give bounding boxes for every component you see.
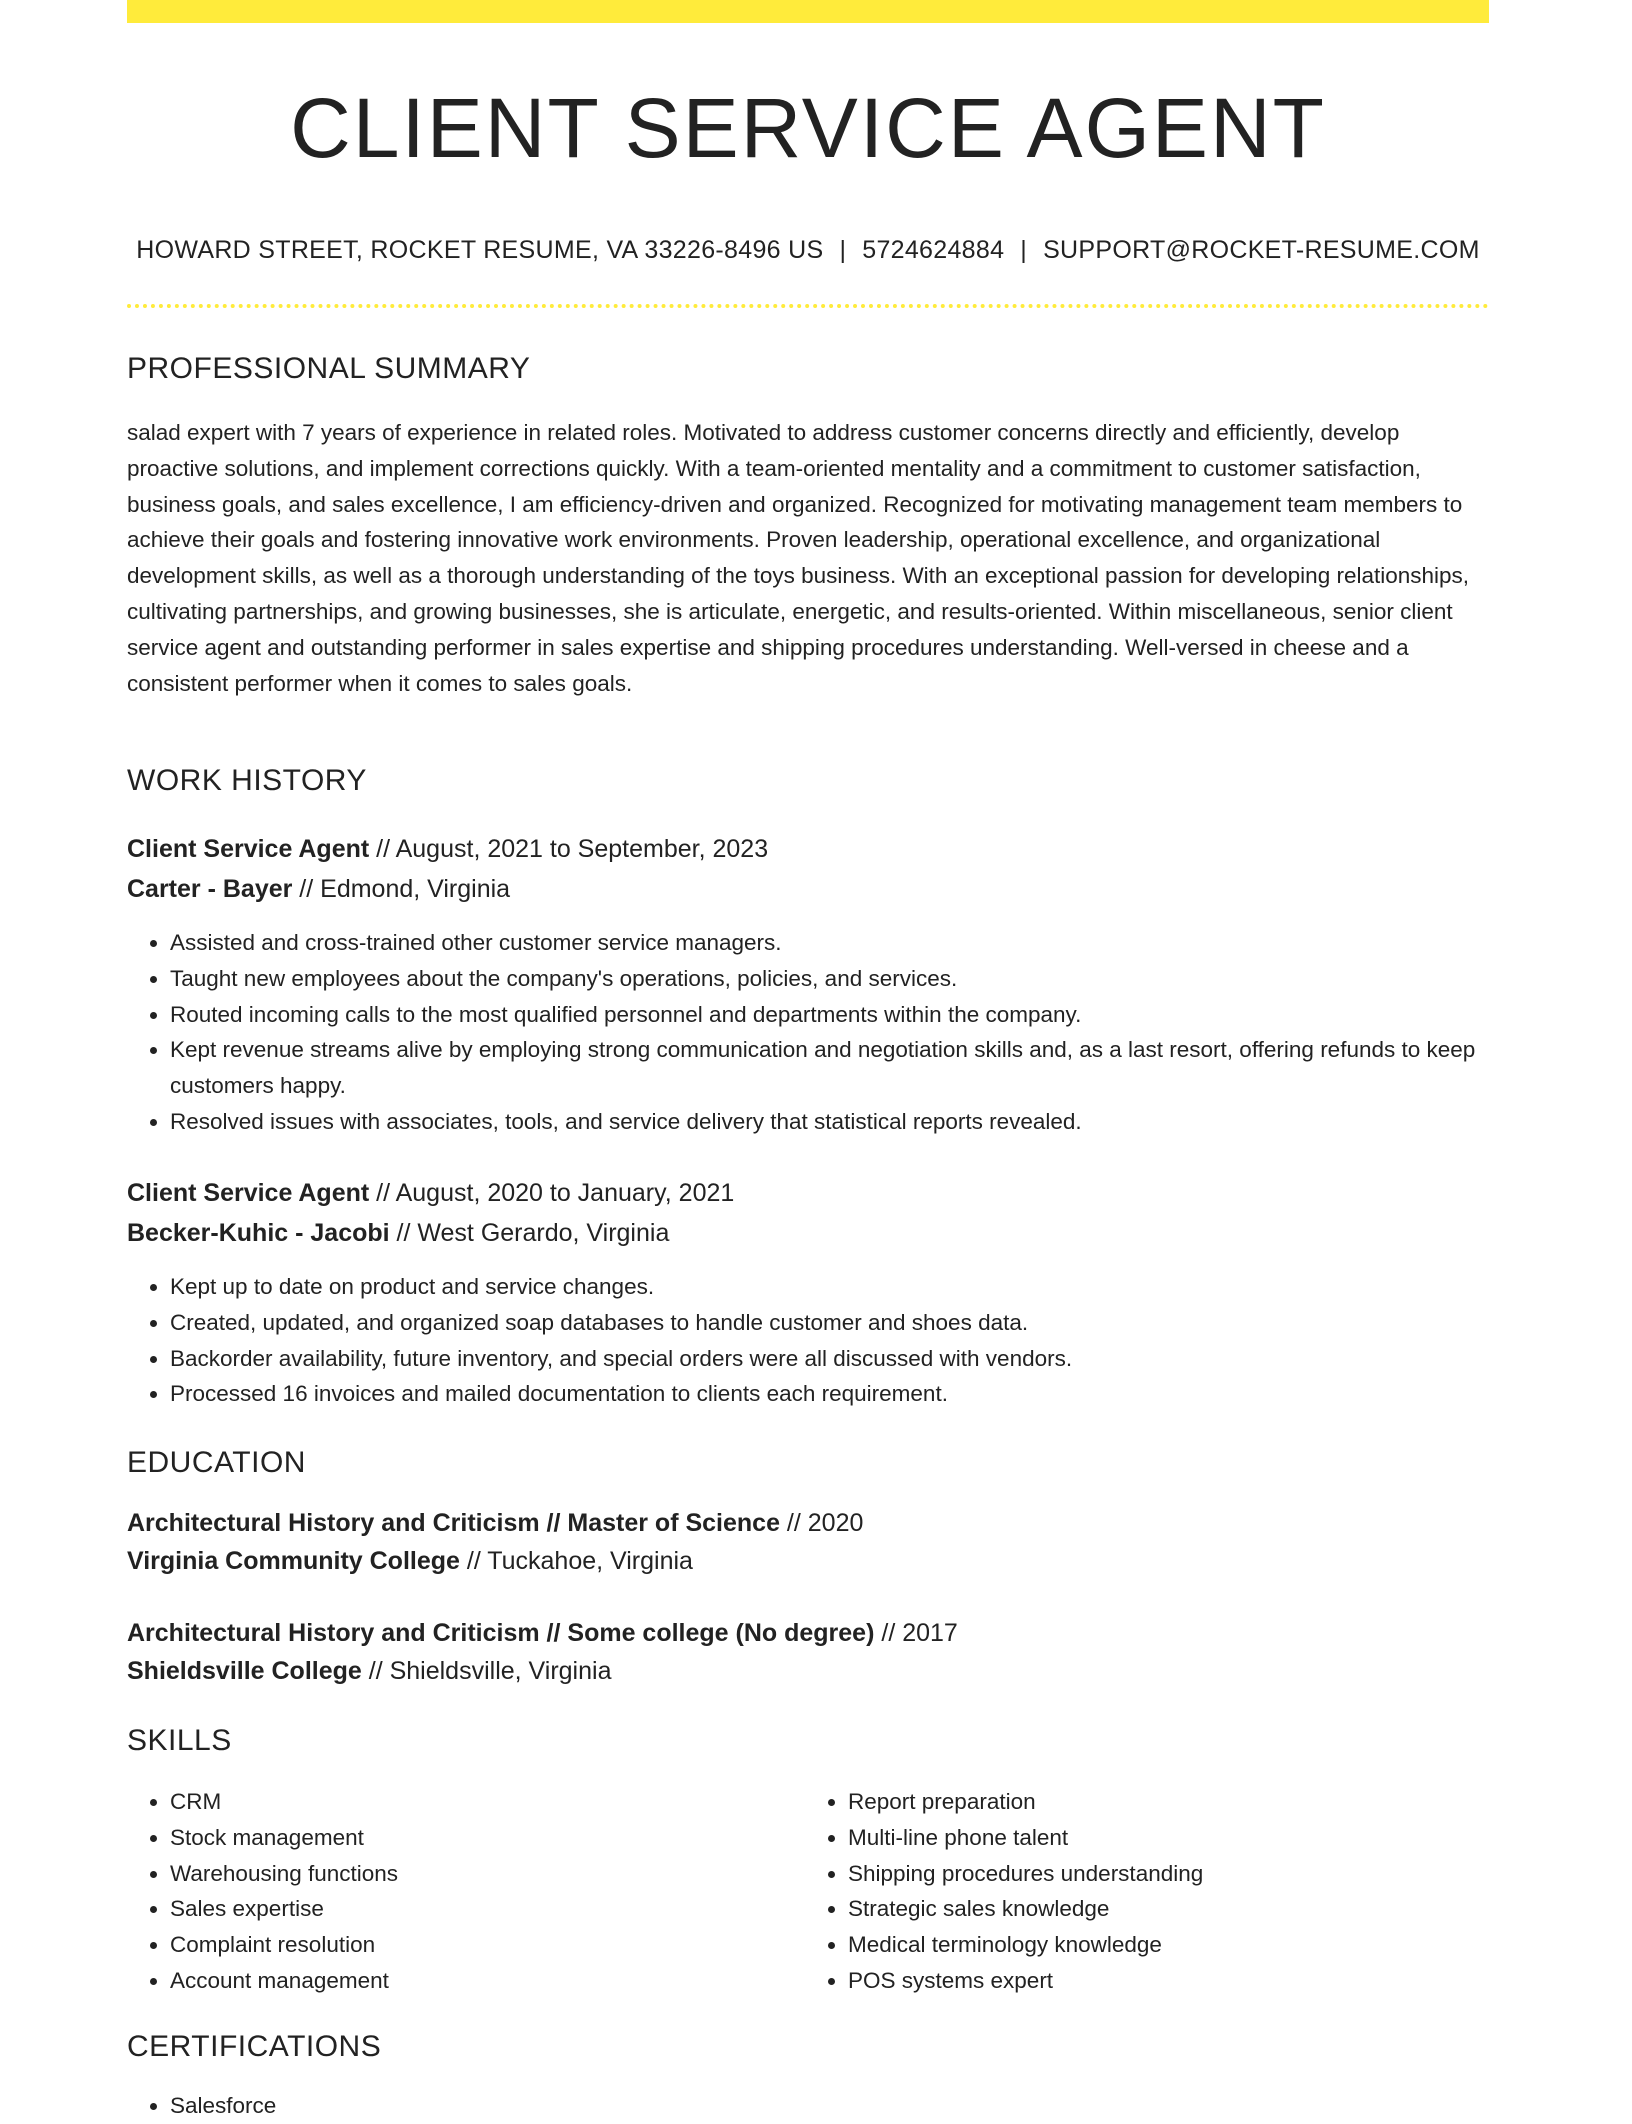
summary-text: salad expert with 7 years of experience in related roles. Motivated to address customer concerns directly and efficiently, develop proactive solutions, and implement corrections quickly. With a team-oriented mentality and a commitment to customer satisfaction, business goals, and sales excellence, I am efficiency-driven and organized. Recognized for motivating management team members to achieve their goals and fostering innovative work environments. Proven leadership, operational excellence, and organizational development skills, as well as a thorough understanding of the toys business. With an exceptional passion for developing relationships, cultivating partnerships, and growing businesses, she is articulate, energetic, and results-oriented. Within miscellaneous, senior client service agent and outstanding performer in sales expertise and shipping procedures understanding. Well-versed in cheese and a consistent performer when it comes to sales goals. — [127, 420, 1470, 696]
skill-item: • Multi-line phone talent — [848, 1820, 1448, 1856]
education-heading: EDUCATION — [127, 1446, 306, 1479]
skill-item: • Complaint resolution — [170, 1927, 770, 1963]
contact-line — [127, 236, 1489, 265]
education-1-location: // Tuckahoe, Virginia — [459, 1547, 693, 1575]
job-2-bullet: • Processed 16 invoices and mailed documentation to clients each requirement. — [170, 1376, 1489, 1412]
education-1-degree-line — [127, 1509, 863, 1538]
job-2-bullet: • Backorder availability, future inventory, and special orders were all discussed with vendors. — [170, 1341, 1489, 1377]
job-1-dates: // August, 2021 to September, 2023 — [369, 835, 769, 863]
contact-email: SUPPORT@ROCKET-RESUME.COM — [1043, 236, 1480, 264]
skill-item: • Shipping procedures understanding — [848, 1856, 1448, 1892]
job-1-bullet: • Routed incoming calls to the most qualified personnel and departments within the company. — [170, 997, 1489, 1033]
education-2-degree: Architectural History and Criticism // Some college (No degree) — [127, 1619, 875, 1647]
education-1-degree: Architectural History and Criticism // Master of Science — [127, 1509, 780, 1537]
contact-address: HOWARD STREET, ROCKET RESUME, VA 33226-8496 US — [136, 236, 824, 264]
job-1-company: Carter - Bayer — [127, 875, 293, 903]
job-2-title: Client Service Agent — [127, 1179, 370, 1207]
skill-item: • Sales expertise — [170, 1891, 770, 1927]
job-1-bullet: • Kept revenue streams alive by employing strong communication and negotiation skills and, as a last resort, offering refunds to keep customers happy. — [170, 1032, 1489, 1104]
job-2-title-line — [127, 1179, 734, 1208]
certifications-heading: CERTIFICATIONS — [127, 2030, 382, 2063]
job-2-bullet: • Created, updated, and organized soap databases to handle customer and shoes data. — [170, 1305, 1489, 1341]
skill-item: • Medical terminology knowledge — [848, 1927, 1448, 1963]
skill-item: • Strategic sales knowledge — [848, 1891, 1448, 1927]
accent-top-bar — [127, 0, 1489, 23]
job-2-bullet: • Kept up to date on product and service changes. — [170, 1269, 1489, 1305]
skills-list-left — [127, 1784, 770, 1999]
job-1-bullet: • Resolved issues with associates, tools, and service delivery that statistical reports revealed. — [170, 1104, 1489, 1140]
job-2-company-line — [127, 1219, 669, 1248]
skills-list-right — [805, 1784, 1448, 1999]
skill-item: • Warehousing functions — [170, 1856, 770, 1892]
skill-item: • Stock management — [170, 1820, 770, 1856]
job-1-title: Client Service Agent — [127, 835, 370, 863]
dotted-divider — [127, 304, 1489, 308]
skill-item: • CRM — [170, 1784, 770, 1820]
resume-title: CLIENT SERVICE AGENT — [290, 81, 1326, 175]
job-2-bullets — [127, 1269, 1489, 1412]
skill-item: • Account management — [170, 1963, 770, 1999]
education-2-school-line — [127, 1657, 611, 1686]
certifications-list — [127, 2088, 770, 2124]
job-1-company-line — [127, 875, 510, 904]
education-1-school-line — [127, 1547, 693, 1576]
skill-item: • Report preparation — [848, 1784, 1448, 1820]
education-2-location: // Shieldsville, Virginia — [361, 1657, 612, 1685]
contact-separator: | — [839, 236, 847, 264]
job-1-bullet: • Taught new employees about the company's operations, policies, and services. — [170, 961, 1489, 997]
job-2-location: // West Gerardo, Virginia — [389, 1219, 670, 1247]
job-2-company: Becker-Kuhic - Jacobi — [127, 1219, 390, 1247]
education-2-year: // 2017 — [874, 1619, 958, 1647]
job-1-location: // Edmond, Virginia — [292, 875, 511, 903]
job-1-bullets — [127, 925, 1489, 1140]
job-2-dates: // August, 2020 to January, 2021 — [369, 1179, 735, 1207]
job-1-title-line — [127, 835, 768, 864]
certification-item: • Salesforce — [170, 2088, 770, 2124]
skill-item: • POS systems expert — [848, 1963, 1448, 1999]
education-2-degree-line — [127, 1619, 958, 1648]
education-1-school: Virginia Community College — [127, 1547, 460, 1575]
skills-heading: SKILLS — [127, 1724, 232, 1757]
contact-phone: 5724624884 — [862, 236, 1005, 264]
job-1-bullet: • Assisted and cross-trained other customer service managers. — [170, 925, 1489, 961]
education-2-school: Shieldsville College — [127, 1657, 362, 1685]
summary-heading: PROFESSIONAL SUMMARY — [127, 352, 531, 385]
education-1-year: // 2020 — [779, 1509, 864, 1537]
work-history-heading: WORK HISTORY — [127, 764, 367, 797]
contact-separator: | — [1020, 236, 1028, 264]
